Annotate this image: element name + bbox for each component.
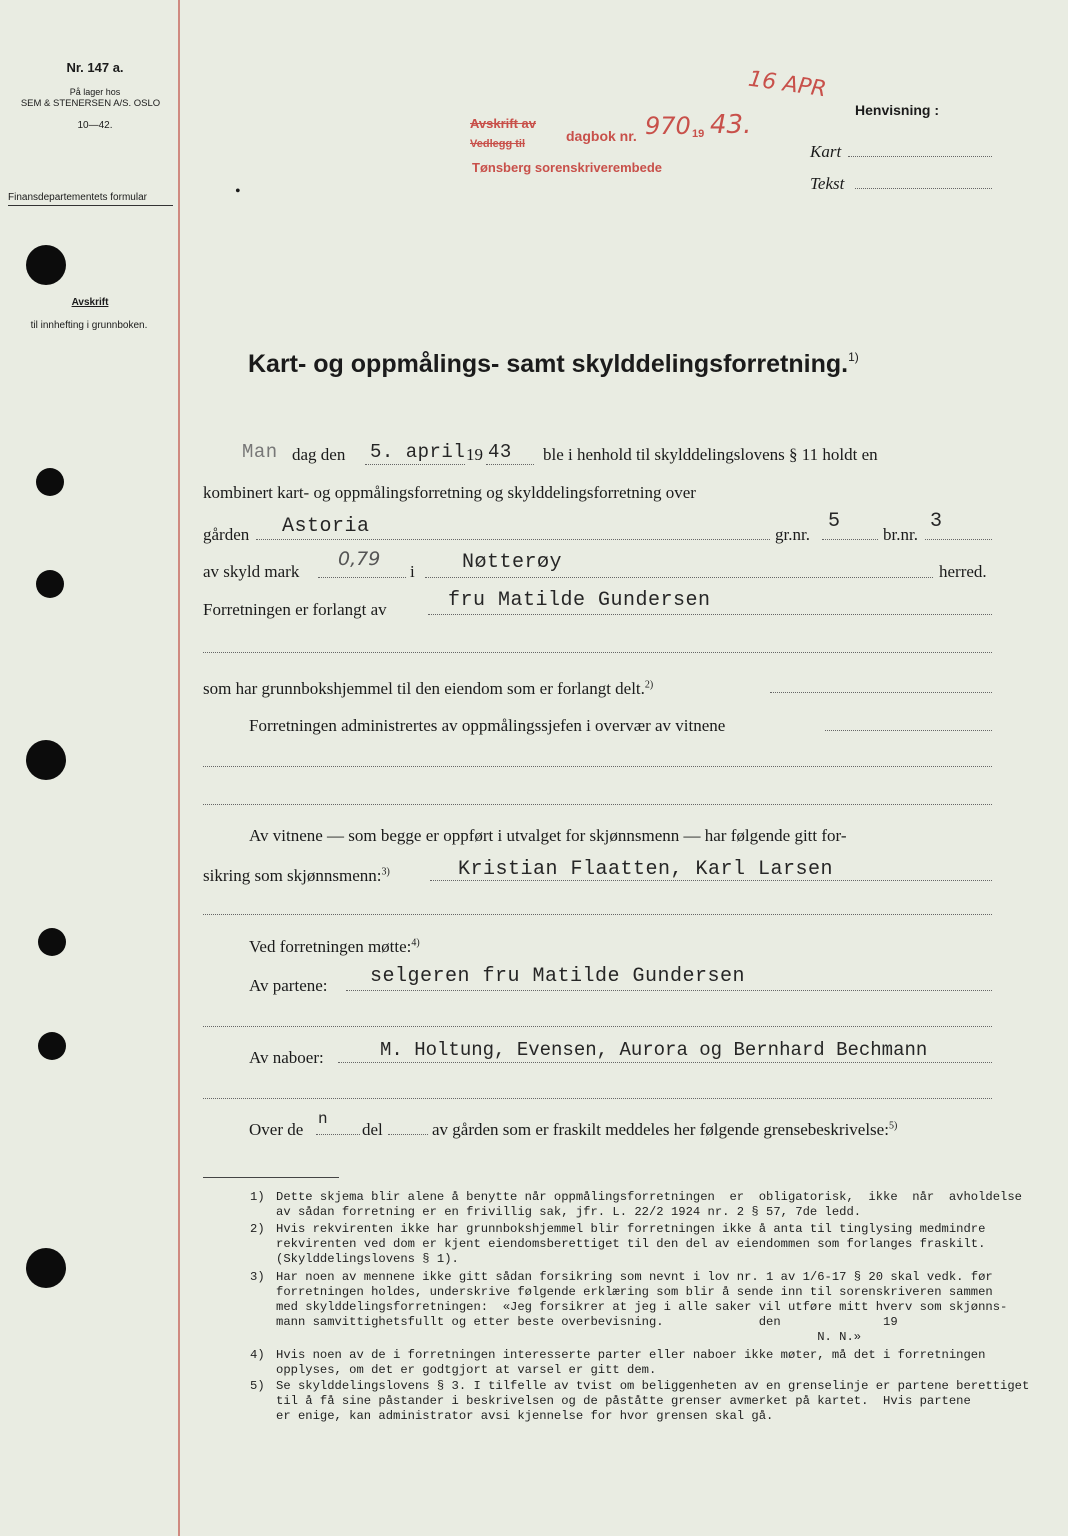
- reference-map-label: Kart: [810, 142, 842, 161]
- administered-line3: [203, 804, 992, 805]
- neighbours-value: M. Holtung, Evensen, Aurora og Bernhard Bechmann: [380, 1039, 928, 1061]
- neighbours-label: Av naboer:: [249, 1048, 324, 1067]
- over-line: [316, 1134, 360, 1135]
- year-value: 43: [488, 441, 512, 463]
- stamp-office: Tønsberg sorenskriverembede: [472, 160, 663, 175]
- skyld-value: 0,79: [338, 548, 381, 570]
- requested-line: [428, 614, 992, 615]
- parties-line: [346, 990, 992, 991]
- witness-line-extra: [203, 914, 992, 915]
- grnr-line: [822, 539, 878, 540]
- copy-label: Avskrift: [71, 297, 109, 308]
- over-label: Over de: [249, 1120, 304, 1139]
- stamp-year-prefix: 19: [692, 128, 705, 140]
- printer-date: 10—42.: [77, 120, 113, 131]
- over-fraction: n: [318, 1110, 329, 1128]
- herred-label: herred.: [939, 562, 987, 581]
- date-line: [365, 464, 465, 465]
- title-holder-line: [770, 692, 992, 693]
- skyld-line: [318, 577, 406, 578]
- punch-hole: [36, 570, 64, 598]
- requested-line2: [203, 652, 992, 653]
- intro-text: ble i henhold til skylddelingslovens § 11 holdt en: [543, 445, 878, 464]
- administered-line: [825, 730, 992, 731]
- farm-label: gården: [203, 525, 250, 544]
- margin-rule: [178, 0, 180, 1536]
- grnr-label: gr.nr.: [775, 525, 810, 544]
- stamp-year: 43.: [710, 110, 752, 140]
- del-label: del: [362, 1120, 383, 1139]
- stamp-attachment-label: Vedlegg til: [470, 138, 526, 150]
- punch-hole: [26, 740, 66, 780]
- brnr-label: br.nr.: [883, 525, 918, 544]
- boundary-text: av gården som er fraskilt meddeles her følgende grensebeskrivelse:$^{5)}$: [432, 1120, 898, 1139]
- grnr-value: 5: [828, 510, 841, 533]
- del-line: [388, 1134, 428, 1135]
- requested-value: fru Matilde Gundersen: [448, 589, 711, 612]
- present-label: Ved forretningen møtte:$^{4)}$: [249, 937, 420, 956]
- parties-label: Av partene:: [249, 976, 328, 995]
- administered-text: Forretningen administrertes av oppmålingssjefen i overvær av vitnene: [249, 716, 726, 735]
- reference-text-label: Tekst: [810, 174, 845, 193]
- printer-line2: SEM & STENERSEN A/S. OSLO: [20, 98, 161, 109]
- witness-line2: sikring som skjønnsmenn:$^{3)}$: [203, 866, 390, 885]
- brnr-value: 3: [930, 510, 943, 533]
- reference-heading: Henvisning :: [855, 102, 940, 118]
- reference-text-line: [855, 188, 992, 189]
- printer-line1: På lager hos: [69, 87, 121, 97]
- neighbours-line: [338, 1062, 992, 1063]
- year-prefix: 19: [466, 445, 483, 464]
- requested-label: Forretningen er forlangt av: [203, 600, 387, 619]
- date-value: 5. april: [370, 441, 466, 463]
- footnote-rule: [203, 1177, 339, 1178]
- form-owner: Finansdepartementets formular: [8, 192, 173, 206]
- witness-value: Kristian Flaatten, Karl Larsen: [458, 858, 834, 881]
- municipality-line: [425, 577, 933, 578]
- punch-hole: [36, 468, 64, 496]
- speck-mark: •: [235, 183, 241, 200]
- neighbours-line2: [203, 1098, 992, 1099]
- farm-line: [256, 539, 770, 540]
- witness-line1: Av vitnene — som begge er oppført i utvalget for skjønnsmenn — har følgende gitt for-: [249, 826, 847, 845]
- punch-hole: [26, 1248, 66, 1288]
- witness-line: [430, 880, 992, 881]
- weekday-value: Man: [242, 441, 278, 463]
- farm-value: Astoria: [282, 515, 370, 538]
- parties-line2: [203, 1026, 992, 1027]
- stamp-journal-number: 970: [645, 112, 691, 140]
- municipality-value: Nøtterøy: [462, 551, 563, 574]
- dag-den-label: dag den: [292, 445, 346, 464]
- form-number: Nr. 147 a.: [66, 60, 124, 75]
- brnr-line: [925, 539, 992, 540]
- skyld-label: av skyld mark: [203, 562, 300, 581]
- administered-line2: [203, 766, 992, 767]
- stamp-received-date: 16 APR: [746, 66, 828, 103]
- document-page: Nr. 147 a. På lager hos SEM & STENERSEN A/S. OSLO 10—42. Finansdepartementets formular Avskrift til innhefting i grunnboken. Avskrift av dagbok nr. 970 19 43. Vedlegg til Tønsberg sorenskriverembede 16 APR Henvisning : Kart Tekst • Kart- og oppmålings- samt skylddelingsforretning.$^{1)}$ Man dag den 5. april 19 43 ble i henhold til skylddelingslovens § 11 holdt en kombinert kart- og oppmålingsforretning og skylddelingsforretning over gården Astoria gr.nr. 5 br.nr. 3 av skyld mark 0,79 i Nøtterøy herred. Forretningen er forlangt av fru Matilde Gundersen som har grunnbokshjemmel til den eiendom som er forlangt delt.$^{2)}$ Forretningen administrertes av oppmålingssjefen i overvær av vitnene Av vitnene — som begge er oppført i utvalget for skjønnsmenn — har følgende gitt for- sikring som skjønnsmenn:$^{3)}$ Kristian Flaatten, Karl Larsen Ved forretningen møtte:$^{4)}$ Av partene: selgeren fru Matilde Gundersen Av naboer: M. Holtung, Evensen, Aurora og Bernhard Bechmann Over de n del av gården som er fraskilt meddeles her følgende grensebeskrivelse:$^{5)}$ 1) Dette skjema blir alene å benytte når oppmålingsforretningen er obligatorisk, ikke når avholdelse av sådan forretning er en frivillig sak, jfr. L. 22/2 1924 nr. 2 § 57, 7de ledd. 2) Hvis rekvirenten ikke har grunnbokshjemmel blir forretningen ikke å anta til tinglysing medmindre rekvirenten ved dom er kjent eiendomsberettiget til den del av eiendommen som forlanges fraskilt. (Skylddelingslovens § 1). 3) Har noen av mennene ikke gitt sådan forsikring som nevnt i lov nr. 1 av 1/6-17 § 20 skal vedk. før forretningen holdes, underskrive følgende erklæring som blir å sende inn til sorenskriveren sammen med skylddelingsforretningen: «Jeg forsikrer at jeg i alle saker vil utføre mitt hverv som skjønns- mann samvittighetsfullt og etter beste overbevisning. den 19 N. N.» 4) Hvis noen av de i forretningen interesserte parter eller naboer ikke møter, må det i forretningen opplyses, om det er godtgjort at varsel er gitt dem. 5) Se skylddelingslovens § 3. I tilfelle av tvist om beliggenheten av en grenselinje er partene berettiget til å få sine påstander i beskrivelsen og de påståtte grenser avmerket på kartet. Hvis partene er enige, kan administrator avsi kjennelse for hvor grensen skal gå.: [0, 0, 1068, 1536]
- stamp-copy-label: Avskrift av: [470, 116, 536, 131]
- title-holder-text: som har grunnbokshjemmel til den eiendom som er forlangt delt.$^{2)}$: [203, 679, 654, 698]
- intro-line2: kombinert kart- og oppmålingsforretning og skylddelingsforretning over: [203, 483, 696, 502]
- reference-map-line: [848, 156, 992, 157]
- punch-hole: [38, 1032, 66, 1060]
- punch-hole: [26, 245, 66, 285]
- copy-note: til innhefting i grunnboken.: [30, 320, 148, 331]
- parties-value: selgeren fru Matilde Gundersen: [370, 965, 746, 988]
- document-title: Kart- og oppmålings- samt skylddelingsforretning.$^{1)}$: [248, 350, 859, 378]
- stamp-journal-label: dagbok nr.: [566, 128, 637, 144]
- year-line: [486, 464, 534, 465]
- punch-hole: [38, 928, 66, 956]
- i-label: i: [410, 562, 415, 581]
